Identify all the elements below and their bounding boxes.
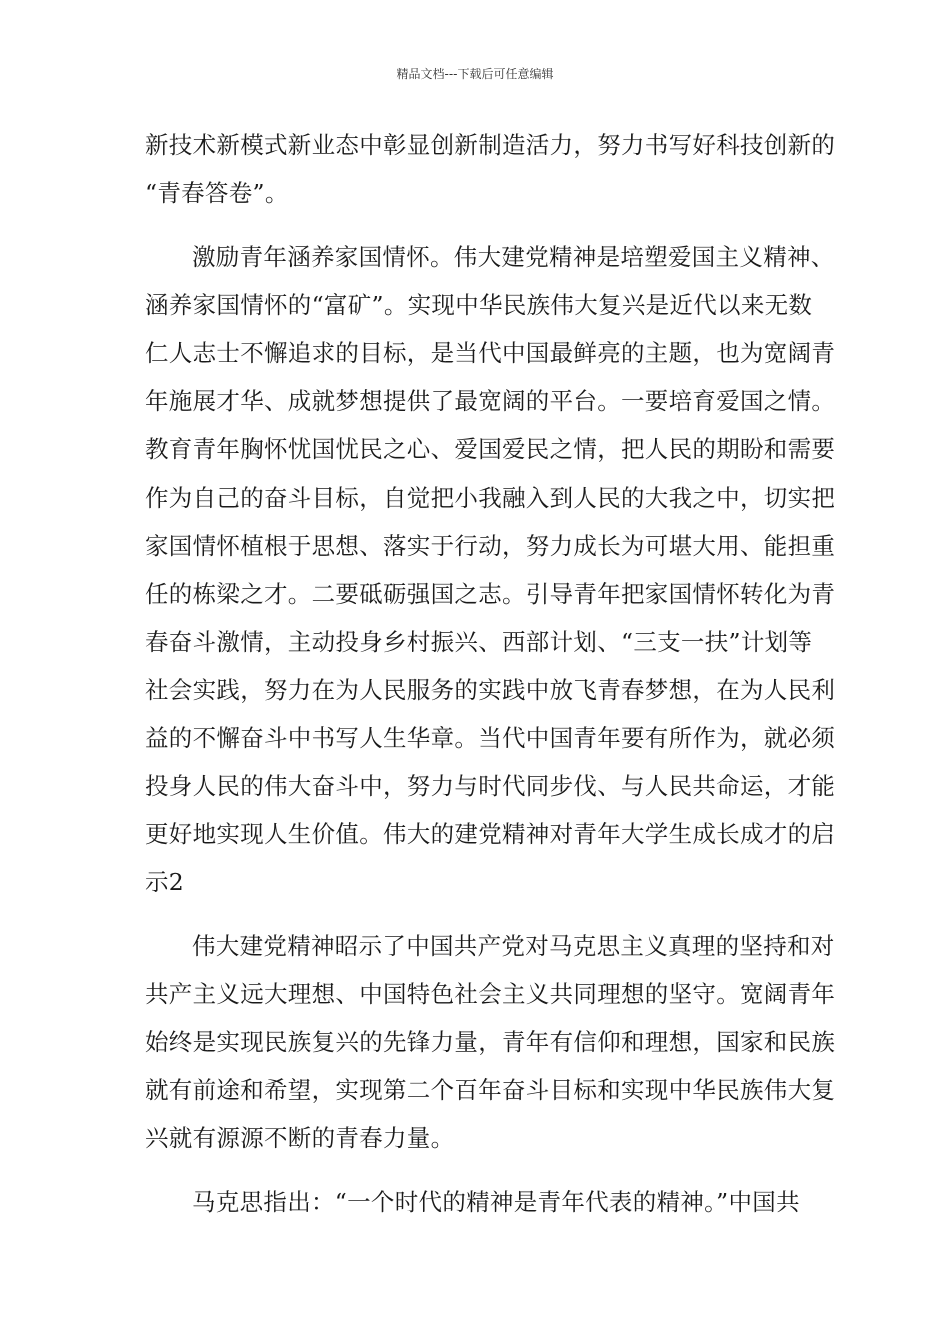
text-line: 益的不懈奋斗中书写人生华章。当代中国青年要有所作为，就必须 <box>145 724 836 752</box>
page-header: 精品文档---下载后可任意编辑 <box>396 67 554 81</box>
text-line: 家国情怀植根于思想、落实于行动，努力成长为可堪大用、能担重 <box>145 532 836 560</box>
text-line: 作为自己的奋斗目标，自觉把小我融入到人民的大我之中，切实把 <box>145 484 836 512</box>
text-line: 年施展才华、成就梦想提供了最宽阔的平台。一要培育爱国之情。 <box>145 387 836 415</box>
text-line: 教育青年胸怀忧国忧民之心、爱国爱民之情，把人民的期盼和需要 <box>145 435 836 463</box>
paragraph-first-line: 激励青年涵养家国情怀。伟大建党精神是培塑爱国主义精神、 <box>192 243 835 271</box>
paragraph-first-line: 伟大建党精神昭示了中国共产党对马克思主义真理的坚持和对 <box>192 932 835 960</box>
text-line: 仁人志士不懈追求的目标，是当代中国最鲜亮的主题，也为宽阔青 <box>145 339 836 367</box>
text-line: 投身人民的伟大奋斗中，努力与时代同步伐、与人民共命运，才能 <box>145 772 836 800</box>
text-line: 就有前途和希望，实现第二个百年奋斗目标和实现中华民族伟大复 <box>145 1076 836 1104</box>
text-line: 示2 <box>145 868 185 896</box>
text-line: 兴就有源源不断的青春力量。 <box>145 1124 455 1152</box>
text-line: 涵养家国情怀的“富矿”。实现中华民族伟大复兴是近代以来无数 <box>145 291 813 319</box>
text-line: 始终是实现民族复兴的先锋力量，青年有信仰和理想，国家和民族 <box>145 1028 836 1056</box>
paragraph-first-line: 马克思指出：“一个时代的精神是青年代表的精神。”中国共 <box>192 1188 800 1216</box>
text-line: 春奋斗激情，主动投身乡村振兴、西部计划、“三支一扶”计划等 <box>145 628 813 656</box>
text-line: 共产主义远大理想、中国特色社会主义共同理想的坚守。宽阔青年 <box>145 980 836 1008</box>
text-line: 社会实践，努力在为人民服务的实践中放飞青春梦想，在为人民利 <box>145 676 836 704</box>
text-line: 更好地实现人生价值。伟大的建党精神对青年大学生成长成才的启 <box>145 820 836 848</box>
text-line: 新技术新模式新业态中彰显创新制造活力，努力书写好科技创新的 <box>145 131 836 159</box>
text-line: 任的栋梁之才。二要砥砺强国之志。引导青年把家国情怀转化为青 <box>145 580 836 608</box>
text-line: “青春答卷”。 <box>145 179 289 207</box>
